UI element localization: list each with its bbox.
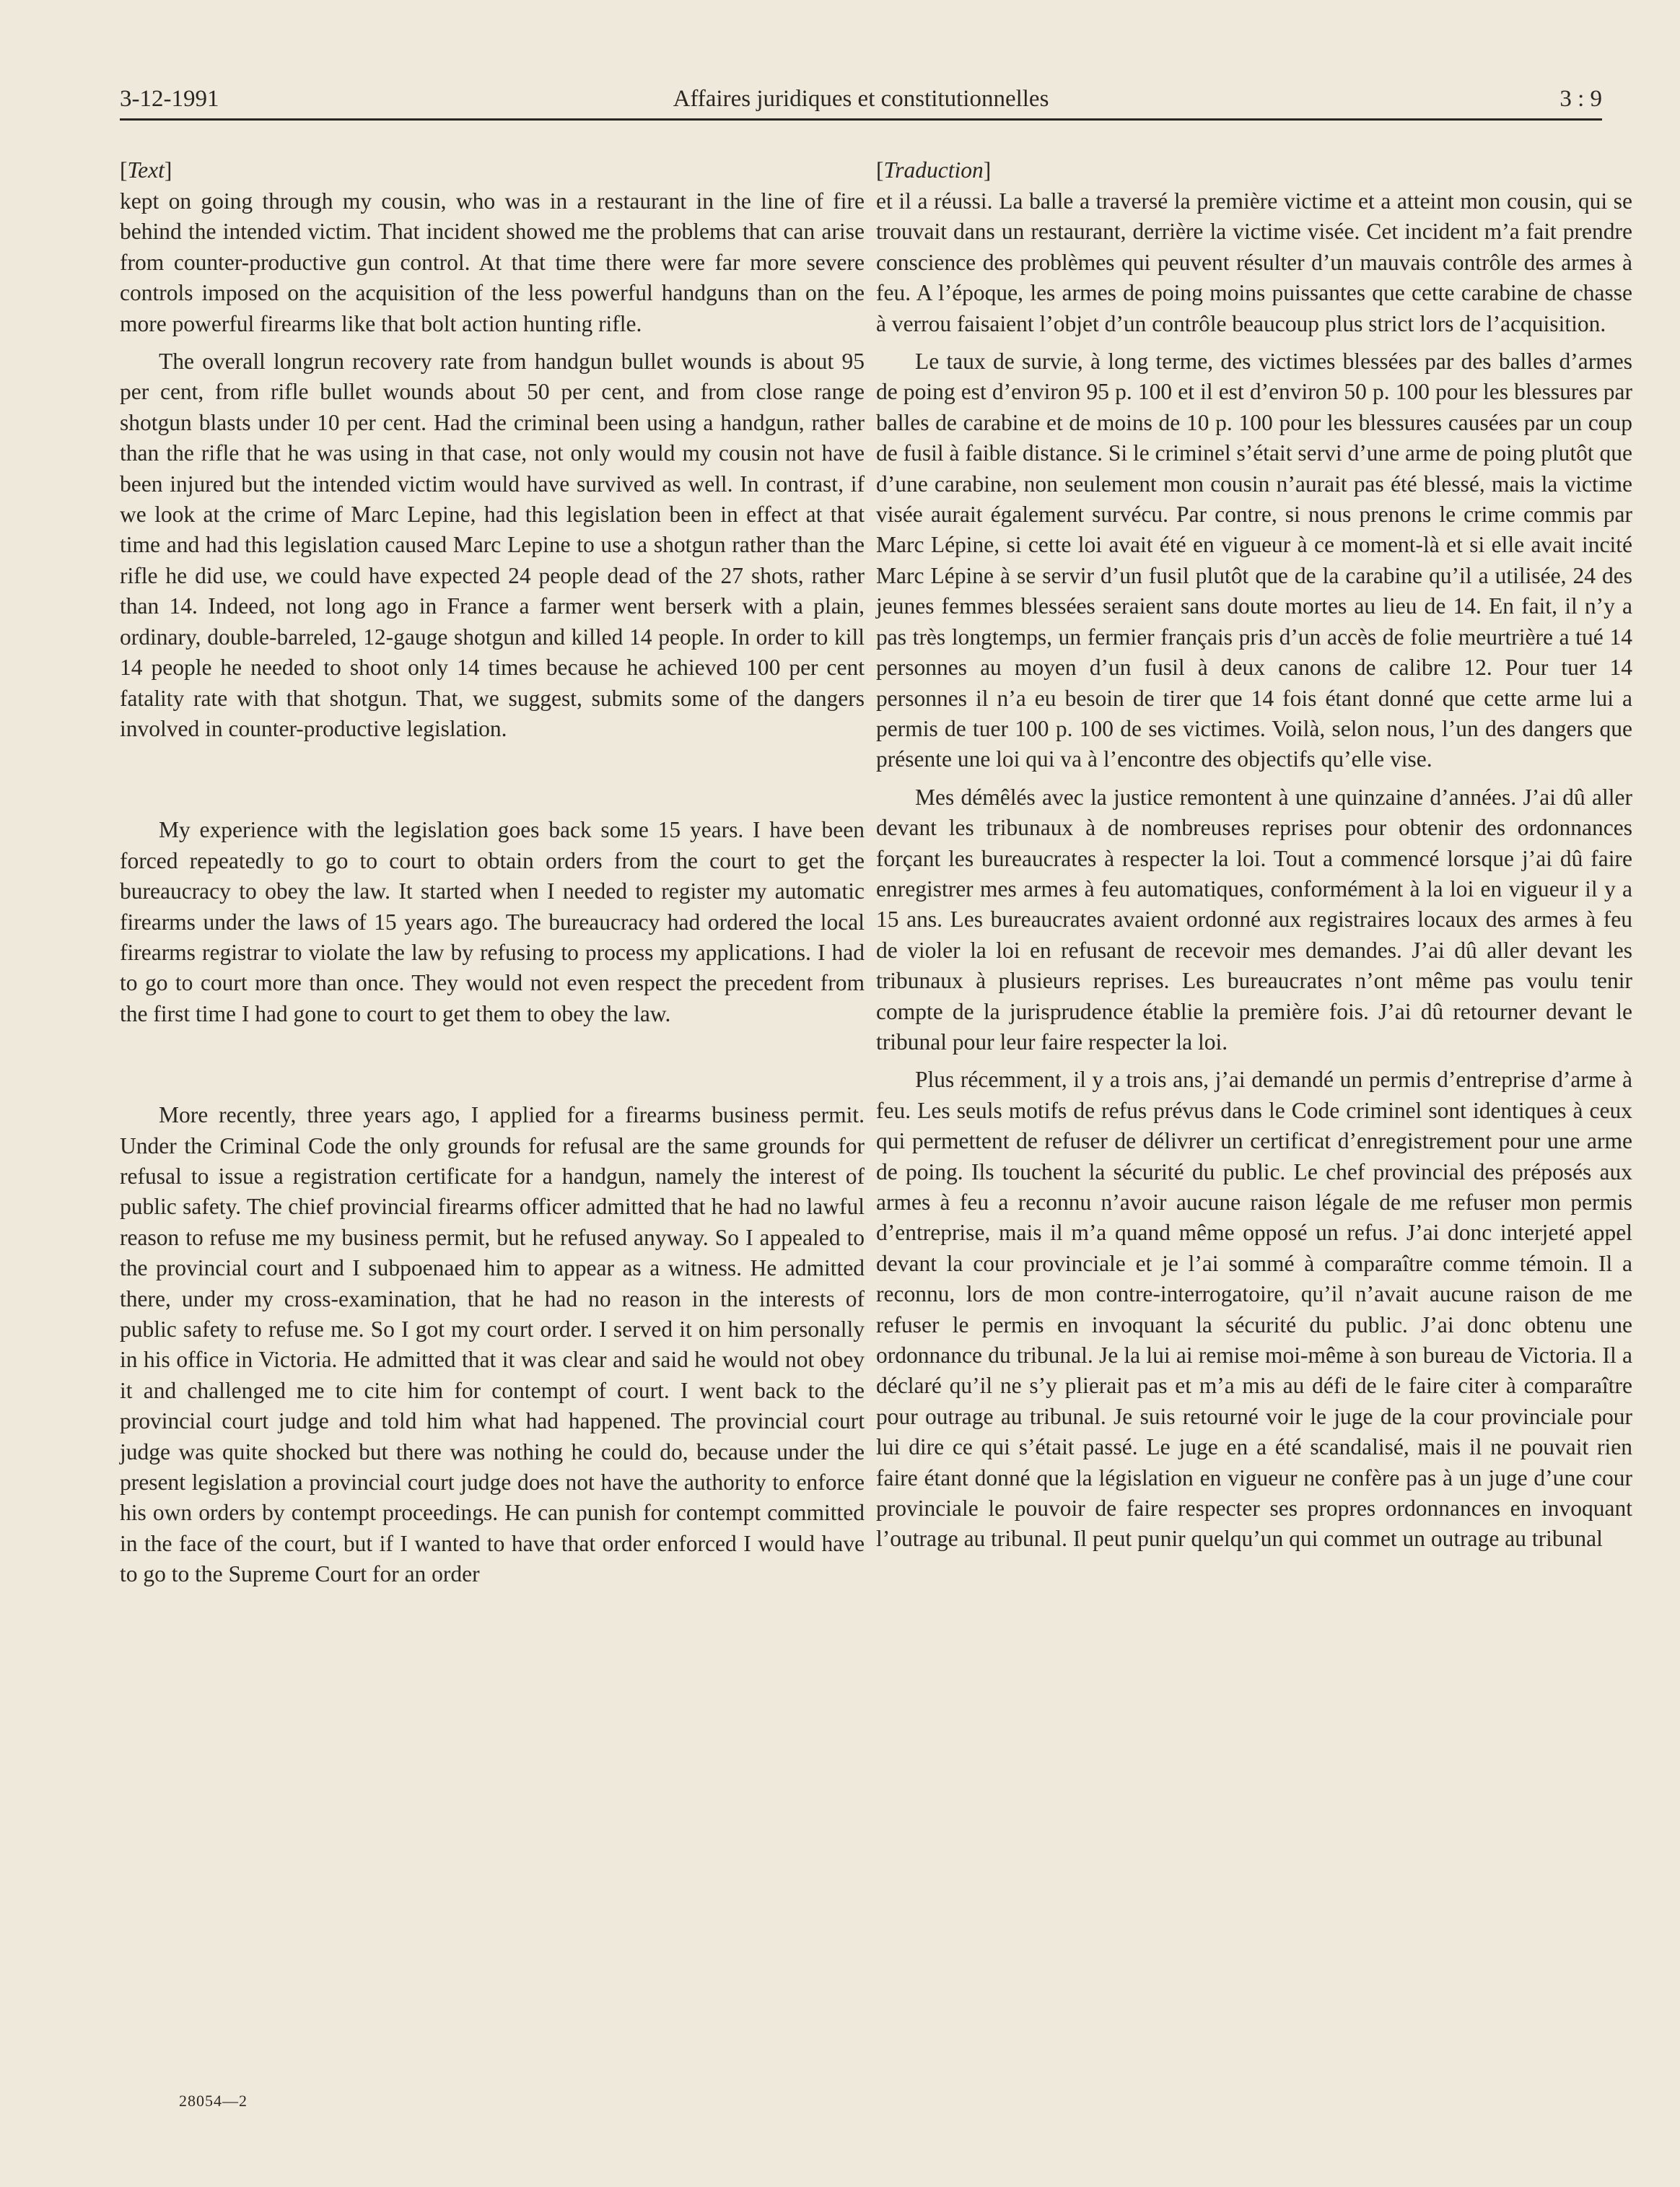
paragraph: et il a réussi. La balle a traversé la première victime et a atteint mon cousin, qui se trouvait dans un restaurant, derrière la victime visée. Cet incident m’a fait prendre conscience des problèmes qui peuvent résulter d’un mauvais contrôle des armes à feu. A l’époque, les armes de poing moins puissantes que cette carabine de chasse à verrou faisaient l’objet d’un contrôle beaucoup plus strict lors de l’acquisition.: [876, 188, 1632, 336]
header-page-number: 3 : 9: [1559, 86, 1602, 112]
header-date: 3-12-1991: [120, 86, 219, 112]
paragraph: Plus récemment, il y a trois ans, j’ai demandé un permis d’entreprise d’arme à feu. Les seuls motifs de refus prévus dans le Code criminel sont identiques à ceux qui permettent de refuser de délivrer un certificat d’enregistrement pour une arme de poing. Ils touchent la sécurité du public. Le chef provincial des préposés aux armes à feu a reconnu n’avoir aucune raison légale de me refuser mon permis d’entreprise, mais il m’a quand même opposé un refus. J’ai donc interjeté appel devant la cour provinciale et je l’ai sommé à comparaître comme témoin. Il a reconnu, lors de mon contre-interrogatoire, qu’il n’avait aucune raison de me refuser le permis en invoquant la sécurité du public. J’ai donc obtenu une ordonnance du tribunal. Je la lui ai remise moi-même à son bureau de Victoria. Il a déclaré qu’il ne s’y plierait pas et m’a mis au défi de le faire citer à comparaître pour outrage au tribunal. Je suis retourné voir le juge de la cour provinciale pour lui dire ce qui s’était passé. Le juge en a été scandalisé, mais il ne pouvait rien faire étant donné que la législation en vigueur ne confère pas à un juge d’une cour provinciale le pouvoir de faire respecter ses propres ordonnances en invoquant l’outrage au tribunal. Il peut punir quelqu’un qui commet un outrage au tribunal: [876, 1067, 1632, 1552]
paragraph: Mes démêlés avec la justice remontent à une quinzaine d’années. J’ai dû aller devant les tribunaux à de nombreuses reprises pour obtenir des ordonnances forçant les bureaucrates à respecter la loi. Tout a commencé lorsque j’ai dû faire enregistrer mes armes à feu automatiques, conformément à la loi en vigueur il y a 15 ans. Les bureaucrates avaient ordonné aux registraires locaux des armes à feu de violer la loi en refusant de recevoir mes demandes. J’ai dû aller devant les tribunaux à plusieurs reprises. Les bureaucrates n’ont même pas voulu tenir compte de la jurisprudence établie la première fois. J’ai dû retourner devant le tribunal pour leur faire respecter la loi.: [876, 784, 1632, 1055]
french-column: [876, 154, 1632, 1555]
column-label-traduction: [Traduction]: [876, 157, 992, 183]
paragraph: More recently, three years ago, I applied for a firearms business permit. Under the Criminal Code the only grounds for refusal are the same grounds for refusal to issue a registration certificate for a handgun, namely the interest of public safety. The chief provincial firearms officer admitted that he had no lawful reason to refuse me my business permit, but he refused anyway. So I appealed to the provincial court and I subpoenaed him to appear as a witness. He admitted there, under my cross-examination, that he had no reason in the interests of public safety to refuse me. So I got my court order. I served it on him personally in his office in Victoria. He admitted that it was clear and said he would not obey it and challenged me to cite him for contempt of court. I went back to the provincial court judge and told him what had happened. The provincial court judge was quite shocked but there was nothing he could do, because under the present legislation a provincial court judge does not have the authority to enforce his own orders by contempt proceedings. He can punish for contempt committed in the face of the court, but if I wanted to have that order enforced I would have to go to the Supreme Court for an order: [120, 1102, 865, 1587]
print-code: 28054—2: [179, 2092, 248, 2110]
paragraph: kept on going through my cousin, who was in a restaurant in the line of fire behind the intended victim. That incident showed me the problems that can arise from counter-productive gun control. At that time there were far more severe controls imposed on the acquisition of the less powerful handguns than on the more powerful firearms like that bolt action hunting rifle.: [120, 188, 865, 336]
paragraph: My experience with the legislation goes back some 15 years. I have been forced repeatedly to go to court to obtain orders from the court to get the bureaucracy to obey the law. It started when I needed to register my automatic firearms under the laws of 15 years ago. The bureaucracy had ordered the local firearms registrar to violate the law by refusing to process my applications. I had to go to court more than once. They would not even respect the precedent from the first time I had gone to court to get them to obey the law.: [120, 817, 865, 1026]
paragraph: Le taux de survie, à long terme, des victimes blessées par des balles d’armes de poing est d’environ 95 p. 100 et il est d’environ 50 p. 100 pour les blessures par balles de carabine et de moins de 10 p. 100 pour les blessures causées par un coup de fusil à faible distance. Si le criminel s’était servi d’une arme de poing plutôt que d’une carabine, non seulement mon cousin n’aurait pas été blessé, mais la victime visée aurait également survécu. Par contre, si nous prenons le crime commis par Marc Lépine, si cette loi avait été en vigueur à ce moment-là et si elle avait incité Marc Lépine à se servir d’un fusil plutôt que de la carabine qu’il a utilisée, 24 des jeunes femmes blessées seraient sans doute mortes au lieu de 14. En fait, il n’y a pas très longtemps, un fermier français pris d’un accès de folie meurtrière a tué 14 personnes au moyen d’un fusil à deux canons de calibre 12. Pour tuer 14 personnes il n’a eu besoin de tirer que 14 fois étant donné que cette arme lui a permis de tuer 100 p. 100 de ses victimes. Voilà, selon nous, l’un des dangers que présente une loi qui va à l’encontre des objectifs qu’elle vise.: [876, 349, 1632, 772]
column-label-text: [Text]: [120, 157, 172, 183]
header-title: Affaires juridiques et constitutionnelles: [673, 86, 1049, 112]
paragraph: The overall longrun recovery rate from handgun bullet wounds is about 95 per cent, from rifle bullet wounds about 50 per cent, and from close range shotgun blasts under 10 per cent. Had the criminal been using a handgun, rather than the rifle that he was using in that case, not only would my cousin not have been injured but the intended victim would have survived as well. In contrast, if we look at the crime of Marc Lepine, had this legislation been in effect at that time and had this legislation caused Marc Lepine to use a shotgun rather than the rifle he did use, we could have expected 24 people dead of the 27 shots, rather than 14. Indeed, not long ago in France a farmer went berserk with a plain, ordinary, double-barreled, 12-gauge shotgun and killed 14 people. In order to kill 14 people he needed to shoot only 14 times because he achieved 100 per cent fatality rate with that shotgun. That, we suggest, submits some of the dangers involved in counter-productive legislation.: [120, 349, 865, 741]
running-header: [120, 75, 1602, 121]
english-column: [120, 154, 865, 1590]
